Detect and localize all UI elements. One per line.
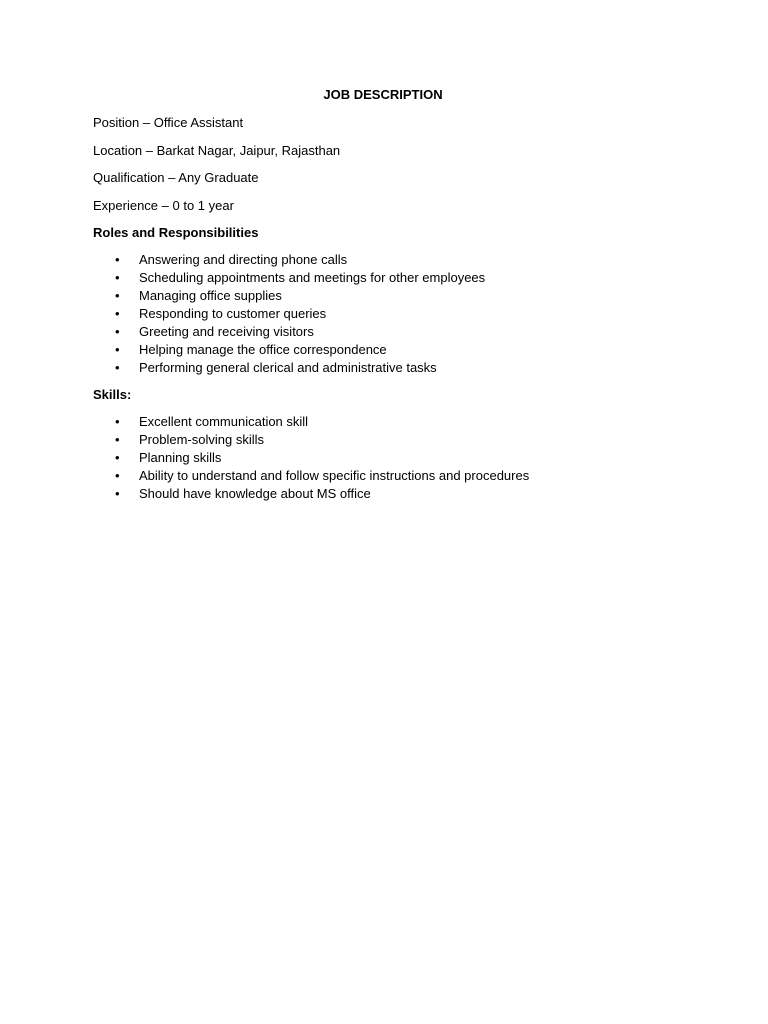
list-item-text: Greeting and receiving visitors <box>139 324 314 339</box>
experience-field: Experience – 0 to 1 year <box>93 197 234 213</box>
list-item-text: Performing general clerical and administrative tasks <box>139 360 437 375</box>
list-item-text: Scheduling appointments and meetings for other employees <box>139 270 486 285</box>
list-item <box>93 449 693 467</box>
bullet-icon: • <box>115 468 120 483</box>
list-item <box>93 269 693 287</box>
list-item-text: Problem-solving skills <box>139 432 264 447</box>
bullet-icon: • <box>115 306 120 321</box>
list-item <box>93 323 693 341</box>
list-item <box>93 485 693 503</box>
position-field: Position – Office Assistant <box>93 115 244 130</box>
roles-list <box>93 251 693 377</box>
list-item <box>93 359 693 377</box>
list-item-text: Excellent communication skill <box>139 414 309 429</box>
list-item <box>93 287 693 305</box>
list-item-text: Should have knowledge about MS office <box>139 486 371 501</box>
bullet-icon: • <box>115 342 120 357</box>
qualification-field: Qualification – Any Graduate <box>93 170 259 185</box>
list-item <box>93 413 693 431</box>
list-item-text: Answering and directing phone calls <box>139 252 348 267</box>
list-item-text: Responding to customer queries <box>139 306 327 321</box>
list-item-text: Helping manage the office correspondence <box>139 342 387 357</box>
list-item <box>93 251 693 269</box>
list-item-text: Managing office supplies <box>139 288 282 303</box>
bullet-icon: • <box>115 486 120 501</box>
document-title: JOB DESCRIPTION <box>323 87 443 102</box>
skills-heading: Skills: <box>93 387 132 402</box>
list-item-text: Planning skills <box>139 450 222 465</box>
list-item <box>93 431 693 449</box>
location-field: Location – Barkat Nagar, Jaipur, Rajasthan <box>93 142 341 158</box>
bullet-icon: • <box>115 324 120 339</box>
bullet-icon: • <box>115 450 120 465</box>
list-item-text: Ability to understand and follow specific instructions and procedures <box>139 468 530 483</box>
bullet-icon: • <box>115 360 120 375</box>
list-item <box>93 341 693 359</box>
bullet-icon: • <box>115 432 120 447</box>
bullet-icon: • <box>115 270 120 285</box>
bullet-icon: • <box>115 288 120 303</box>
skills-list <box>93 413 693 503</box>
list-item <box>93 467 693 485</box>
list-item <box>93 305 693 323</box>
bullet-icon: • <box>115 414 120 429</box>
bullet-icon: • <box>115 252 120 267</box>
document-page <box>93 86 693 512</box>
roles-heading: Roles and Responsibilities <box>93 225 259 240</box>
